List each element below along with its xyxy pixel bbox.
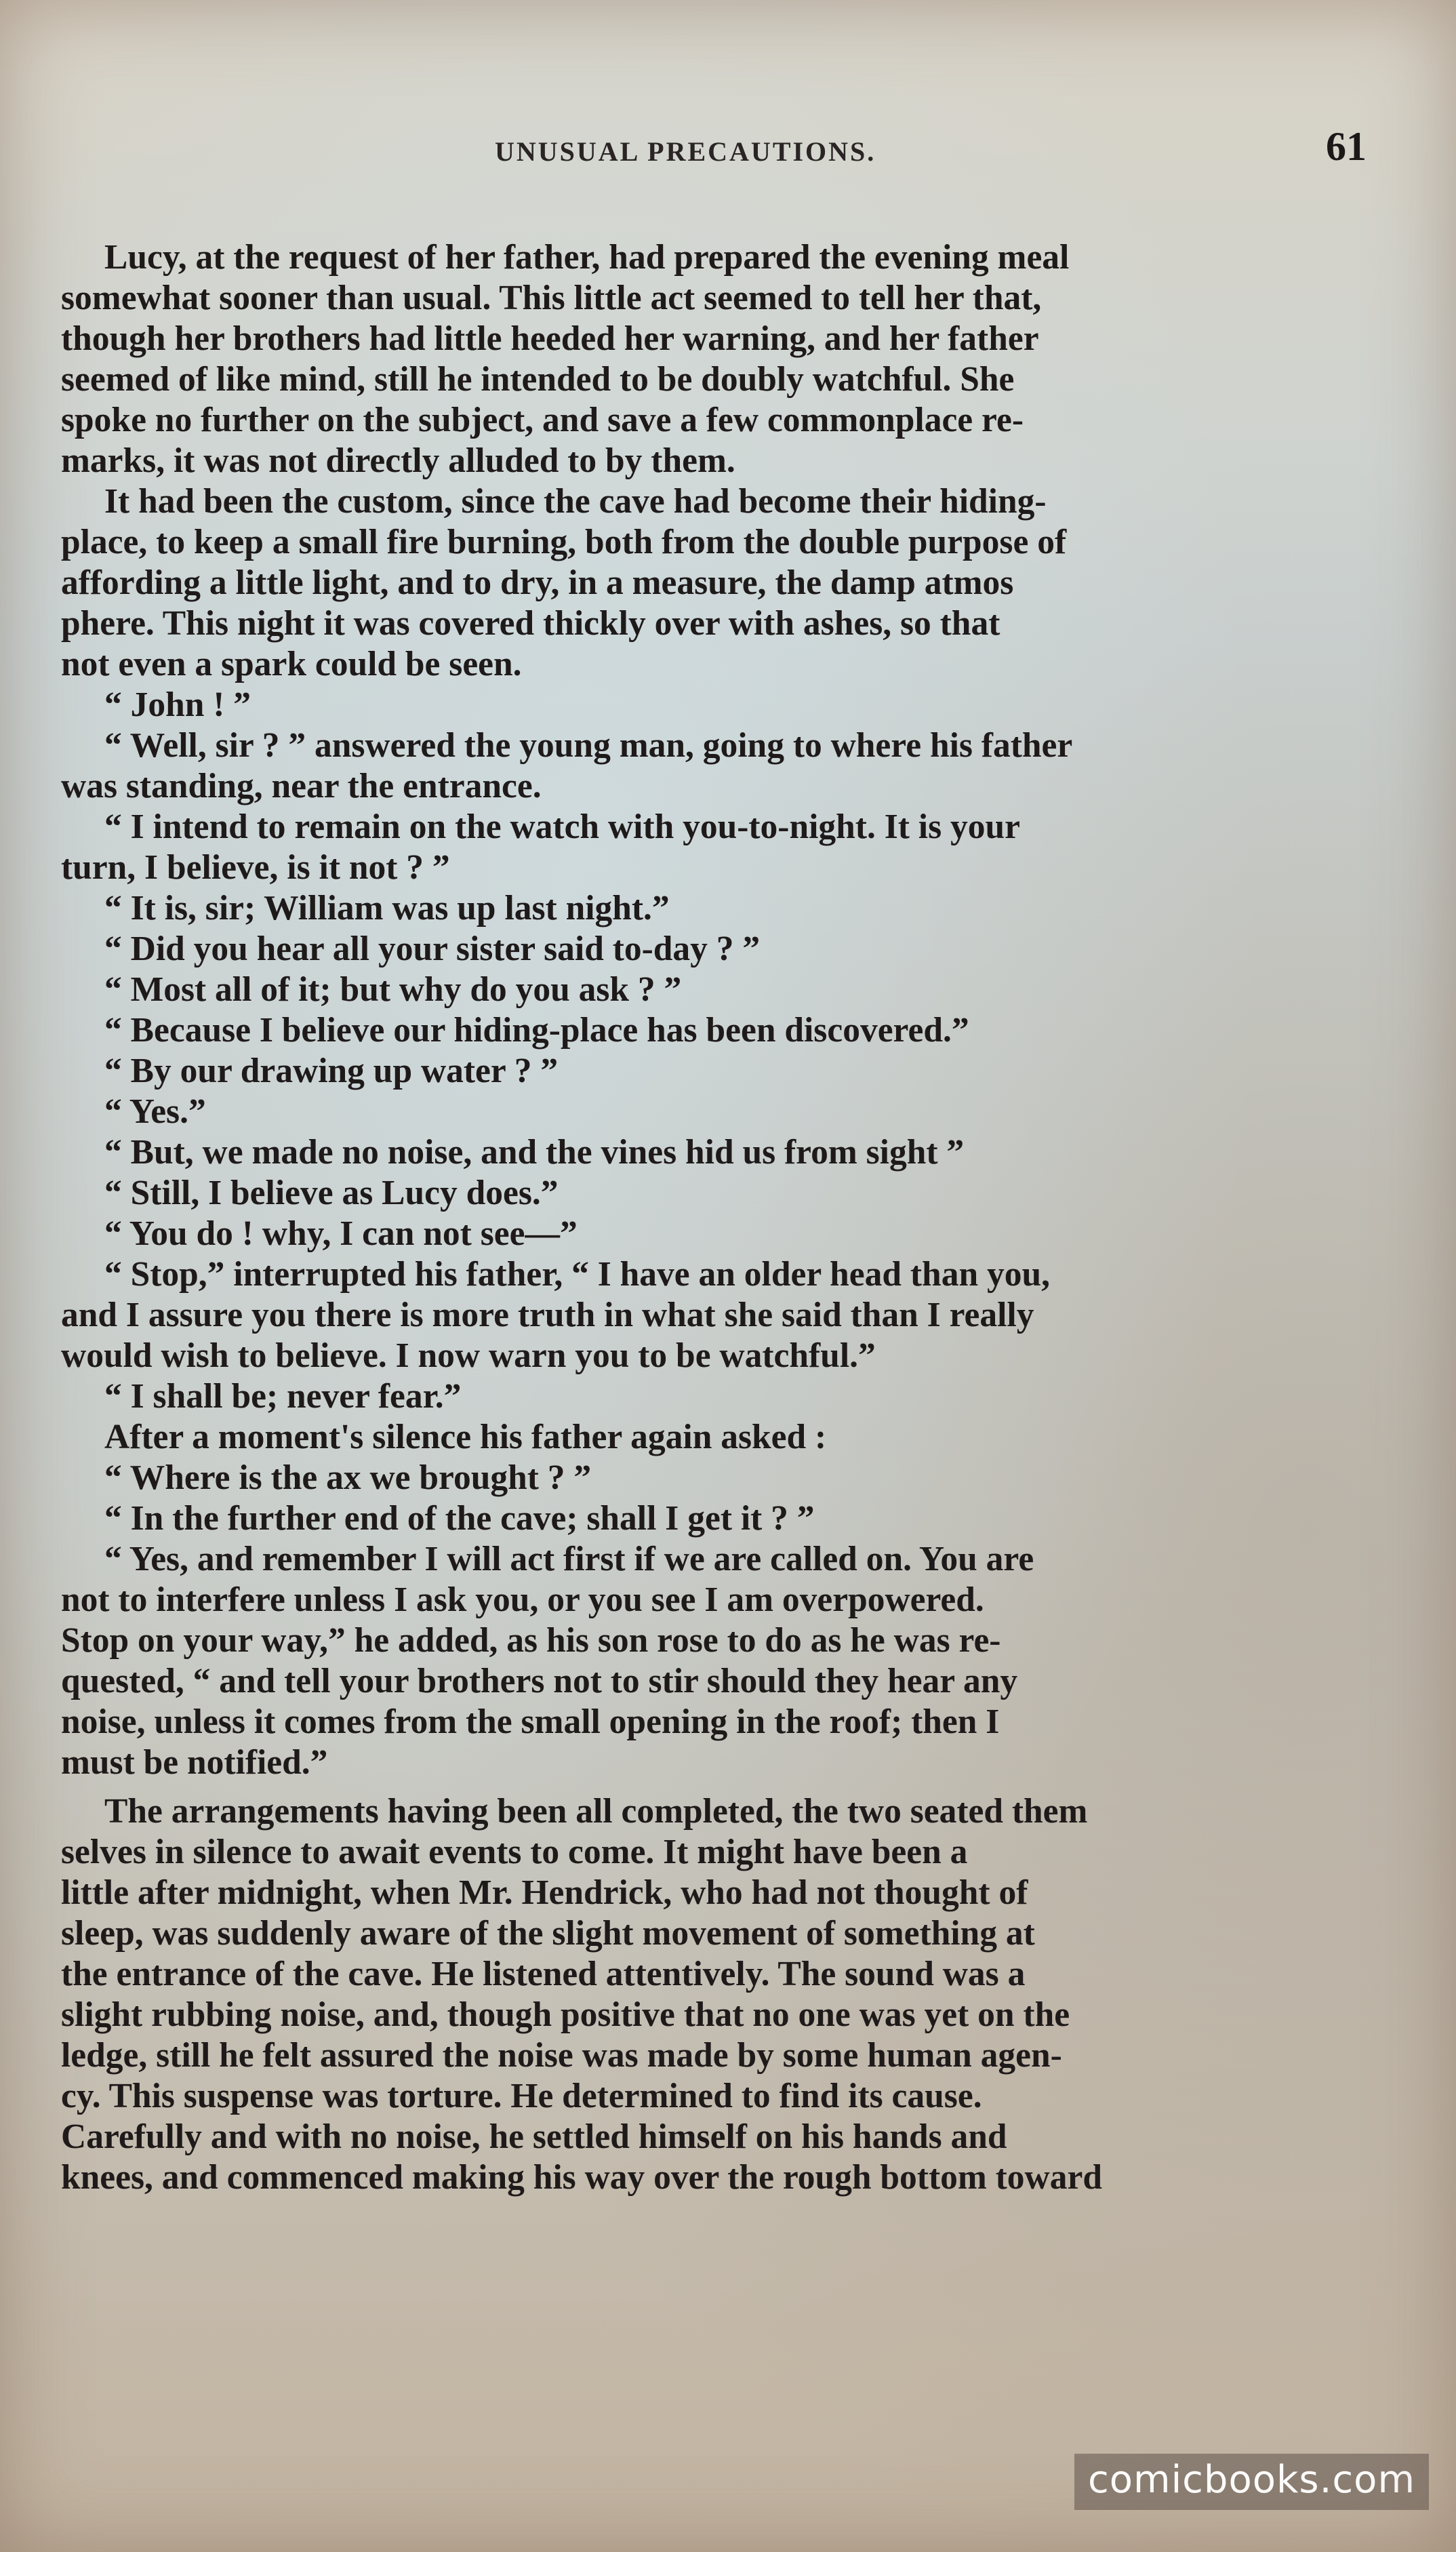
text-line: “ In the further end of the cave; shall I get it ? ” bbox=[104, 1499, 815, 1538]
text-line: seemed of like mind, still he intended to be doubly watchful. She bbox=[61, 360, 1015, 399]
body-text bbox=[61, 237, 1390, 2198]
text-line: spoke no further on the subject, and save a few commonplace re- bbox=[61, 401, 1024, 439]
text-line: “ Most all of it; but why do you ask ? ” bbox=[104, 970, 682, 1009]
running-head-title: UNUSUAL PRECAUTIONS. bbox=[495, 136, 876, 167]
text-line: must be notified.” bbox=[61, 1743, 328, 1782]
text-line: was standing, near the entrance. bbox=[61, 767, 542, 805]
page-number: 61 bbox=[1326, 124, 1367, 169]
text-line: “ Where is the ax we brought ? ” bbox=[104, 1458, 592, 1497]
text-line: “ But, we made no noise, and the vines hid us from sight ” bbox=[104, 1133, 965, 1172]
text-line: the entrance of the cave. He listened attentively. The sound was a bbox=[61, 1955, 1026, 1993]
text-line: phere. This night it was covered thickly over with ashes, so that bbox=[61, 604, 1000, 643]
text-line: “ You do ! why, I can not see—” bbox=[104, 1214, 578, 1253]
text-line: “ Did you hear all your sister said to-day ? ” bbox=[104, 930, 761, 968]
text-line: “ Still, I believe as Lucy does.” bbox=[104, 1174, 559, 1212]
text-line: would wish to believe. I now warn you to be watchful.” bbox=[61, 1336, 876, 1375]
text-line: noise, unless it comes from the small opening in the roof; then I bbox=[61, 1702, 1000, 1741]
text-line: knees, and commenced making his way over the rough bottom toward bbox=[61, 2158, 1102, 2197]
text-line: “ It is, sir; William was up last night.” bbox=[104, 889, 670, 928]
text-line: “ John ! ” bbox=[104, 685, 251, 724]
text-line: Stop on your way,” he added, as his son rose to do as he was re- bbox=[61, 1621, 1001, 1660]
text-line: It had been the custom, since the cave had become their hiding- bbox=[104, 482, 1047, 521]
text-line: and I assure you there is more truth in what she said than I really bbox=[61, 1296, 1034, 1334]
text-line: somewhat sooner than usual. This little act seemed to tell her that, bbox=[61, 279, 1042, 317]
text-line: “ Because I believe our hiding-place has been discovered.” bbox=[104, 1011, 969, 1050]
text-line: “ I shall be; never fear.” bbox=[104, 1377, 462, 1416]
text-line: Lucy, at the request of her father, had prepared the evening meal bbox=[104, 238, 1070, 277]
text-line: quested, “ and tell your brothers not to stir should they hear any bbox=[61, 1662, 1018, 1700]
text-line: slight rubbing noise, and, though positive that no one was yet on the bbox=[61, 1995, 1070, 2034]
text-line: though her brothers had little heeded her warning, and her father bbox=[61, 319, 1039, 358]
text-line: “ Stop,” interrupted his father, “ I have an older head than you, bbox=[104, 1255, 1050, 1294]
text-line: marks, it was not directly alluded to by them. bbox=[61, 441, 735, 480]
text-line: After a moment's silence his father again asked : bbox=[104, 1418, 827, 1456]
text-line: “ Yes, and remember I will act first if we are called on. You are bbox=[104, 1540, 1034, 1578]
text-line: The arrangements having been all completed, the two seated them bbox=[104, 1792, 1088, 1831]
text-line: little after midnight, when Mr. Hendrick, who had not thought of bbox=[61, 1873, 1028, 1912]
text-line: sleep, was suddenly aware of the slight movement of something at bbox=[61, 1914, 1035, 1953]
text-line: “ Yes.” bbox=[104, 1092, 206, 1131]
watermark: comicbooks.com bbox=[1074, 2454, 1429, 2510]
text-line: “ I intend to remain on the watch with you-to-night. It is your bbox=[104, 808, 1020, 846]
text-line: “ Well, sir ? ” answered the young man, going to where his father bbox=[104, 726, 1073, 765]
text-line: “ By our drawing up water ? ” bbox=[104, 1052, 559, 1090]
text-line: cy. This suspense was torture. He determined to find its cause. bbox=[61, 2077, 982, 2115]
text-line: place, to keep a small fire burning, both from the double purpose of bbox=[61, 523, 1067, 561]
text-line: not even a spark could be seen. bbox=[61, 645, 522, 683]
text-line: Carefully and with no noise, he settled himself on his hands and bbox=[61, 2117, 1007, 2156]
text-line: affording a little light, and to dry, in a measure, the damp atmos bbox=[61, 563, 1014, 602]
text-line: not to interfere unless I ask you, or you see I am overpowered. bbox=[61, 1580, 984, 1619]
text-line: turn, I believe, is it not ? ” bbox=[61, 848, 450, 887]
text-line: selves in silence to await events to come. It might have been a bbox=[61, 1833, 968, 1871]
text-line: ledge, still he felt assured the noise was made by some human agen- bbox=[61, 2036, 1062, 2075]
